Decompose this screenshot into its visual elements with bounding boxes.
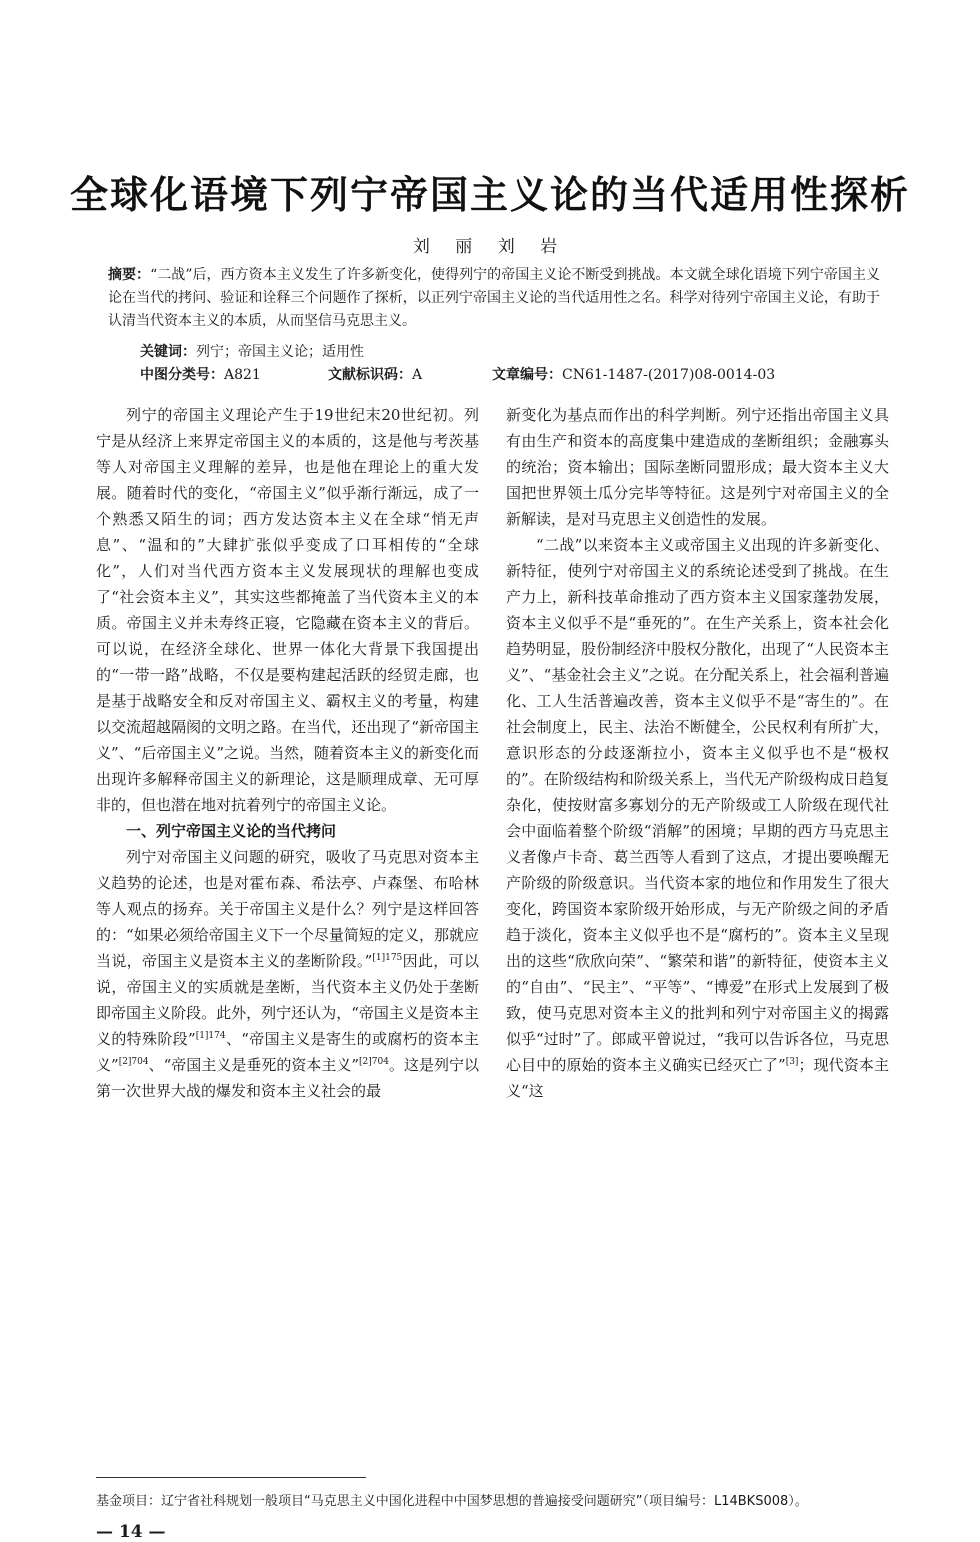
left-paragraph-2: [96, 844, 479, 1104]
abstract-text: “二战”后，西方资本主义发生了许多新变化，使得列宁的帝国主义论不断受到挑战。本文就全球化语境下列宁帝国主义论在当代的拷问、验证和诠释三个问题作了探析，以正列宁帝国主义论的当代适用性之名。科学对待列宁帝国主义论，有助于认清当代资本主义的本质，从而坚信马克思主义。: [108, 267, 881, 329]
citation: [3]: [785, 1057, 799, 1067]
citation: [1]175: [372, 953, 403, 963]
right-column: [506, 402, 889, 1104]
paragraph-text: 、“帝国主义是垂死的资本主义”: [148, 1056, 360, 1074]
paragraph-text: “二战”以来资本主义或帝国主义出现的许多新变化、新特征，使列宁对帝国主义的系统论述受到了挑战。在生产力上，新科技革命推动了西方资本主义国家蓬勃发展，资本主义似乎不是“垂死的”。在生产关系上，资本社会化趋势明显，股份制经济中股权分散化，出现了“人民资本主义”、“基金社会主义”之说。在分配关系上，社会福利普遍化、工人生活普遍改善，资本主义似乎不是“寄生的”。在社会制度上，民主、法治不断健全，公民权利有所扩大，意识形态的分歧逐渐拉小，资本主义似乎也不是“极权的”。在阶级结构和阶级关系上，当代无产阶级构成日趋复杂化，使按财富多寡划分的无产阶级或工人阶级在现代社会中面临着整个阶级“消解”的困境；早期的西方马克思主义者像卢卡奇、葛兰西等人看到了这点，才提出要唤醒无产阶级的阶级意识。当代资本家的地位和作用发生了很大变化，跨国资本家阶级开始形成，与无产阶级之间的矛盾趋于淡化，资本主义似乎也不是“腐朽的”。资本主义呈现出的这些“欣欣向荣”、“繁荣和谐”的新特征，使资本主义的“自由”、“民主”、“平等”、“博爱”在形式上发展到了极致，使马克思对资本主义的批判和列宁对帝国主义的揭露似乎“过时”了。郎咸平曾说过，“我可以告诉各位，马克思心目中的原始的资本主义确实已经灭亡了”: [506, 536, 890, 1074]
paragraph-text: 、“帝国主义是寄生的或腐朽的资本主义”: [96, 1030, 480, 1074]
article-number: [492, 364, 775, 386]
paragraph-text: 。这是列宁以第一次世界大战的爆发和资本主义社会的最: [96, 1056, 479, 1100]
right-paragraph-2: [506, 532, 889, 1104]
article-title: 全球化语境下列宁帝国主义论的当代适用性探析: [69, 173, 910, 217]
abstract-label: 摘要：: [108, 267, 151, 283]
citation: [2]704: [359, 1057, 389, 1067]
right-paragraph-1: 新变化为基点而作出的科学判断。列宁还指出帝国主义具有由生产和资本的高度集中建造成的垄断组织；金融寡头的统治；资本输出；国际垄断同盟形成；最大资本主义大国把世界领土瓜分完毕等特征。这是列宁对帝国主义的全新解读，是对马克思主义创造性的发展。: [506, 406, 889, 528]
classification-label: 中图分类号：: [140, 367, 224, 383]
authors: 刘 丽 刘 岩: [412, 237, 568, 257]
article-number-label: 文章编号：: [492, 367, 562, 383]
document-code: [328, 364, 422, 386]
paragraph-text: ；现代资本主义“这: [506, 1056, 889, 1100]
keywords: [140, 341, 880, 363]
doc-code-value: A: [412, 367, 423, 383]
footnote-divider: [96, 1477, 366, 1478]
classification-value: A821: [224, 367, 261, 383]
section-heading-1: 一、列宁帝国主义论的当代拷问: [126, 822, 337, 840]
paragraph-text: 列宁对帝国主义问题的研究，吸收了马克思对资本主义趋势的论述，也是对霍布森、希法亭、卢森堡、布哈林等人观点的扬弃。关于帝国主义是什么？列宁是这样回答的：“如果必须给帝国主义下一个尽量简短的定义，那就应当说，帝国主义是资本主义的垄断阶段。”: [96, 848, 479, 970]
classification-number: [140, 364, 261, 386]
page-number: — 14 —: [96, 1522, 166, 1542]
abstract: [108, 264, 880, 333]
paragraph-text: 因此，可以说，帝国主义的实质就是垄断，当代资本主义仍处于垄断即帝国主义阶段。此外，列宁还认为，“帝国主义是资本主义的特殊阶段”: [96, 952, 479, 1048]
footnote-funding: 基金项目：辽宁省社科规划一般项目“马克思主义中国化进程中中国梦思想的普遍接受问题研究”（项目编号：L14BKS008）。: [96, 1494, 808, 1509]
citation: [1]174: [195, 1031, 226, 1041]
article-number-value: CN61-1487-(2017)08-0014-03: [562, 367, 776, 383]
keywords-text: 列宁；帝国主义论；适用性: [196, 344, 364, 360]
keywords-label: 关键词：: [140, 344, 196, 360]
doc-code-label: 文献标识码：: [328, 367, 412, 383]
citation: [2]704: [118, 1057, 149, 1067]
left-column: [96, 402, 479, 1104]
left-paragraph-1: 列宁的帝国主义理论产生于19世纪末20世纪初。列宁是从经济上来界定帝国主义的本质的，这是他与考茨基等人对帝国主义理解的差异，也是他在理论上的重大发展。随着时代的变化，“帝国主义”似乎渐行渐远，成了一个熟悉又陌生的词；西方发达资本主义在全球“悄无声息”、“温和的”大肆扩张似乎变成了口耳相传的“全球化”，人们对当代西方资本主义发展现状的理解也变成了“社会资本主义”，其实这些都掩盖了当代资本主义的本质。帝国主义并未寿终正寝，它隐藏在资本主义的背后。可以说，在经济全球化、世界一体化大背景下我国提出的“一带一路”战略，不仅是要构建起活跃的经贸走廊，也是基于战略安全和反对帝国主义、霸权主义的考量，构建以交流超越隔阂的文明之路。在当代，还出现了“新帝国主义”、“后帝国主义”之说。当然，随着资本主义的新变化而出现许多解释帝国主义的新理论，这是顺理成章、无可厚非的，但也潜在地对抗着列宁的帝国主义论。: [96, 406, 480, 814]
